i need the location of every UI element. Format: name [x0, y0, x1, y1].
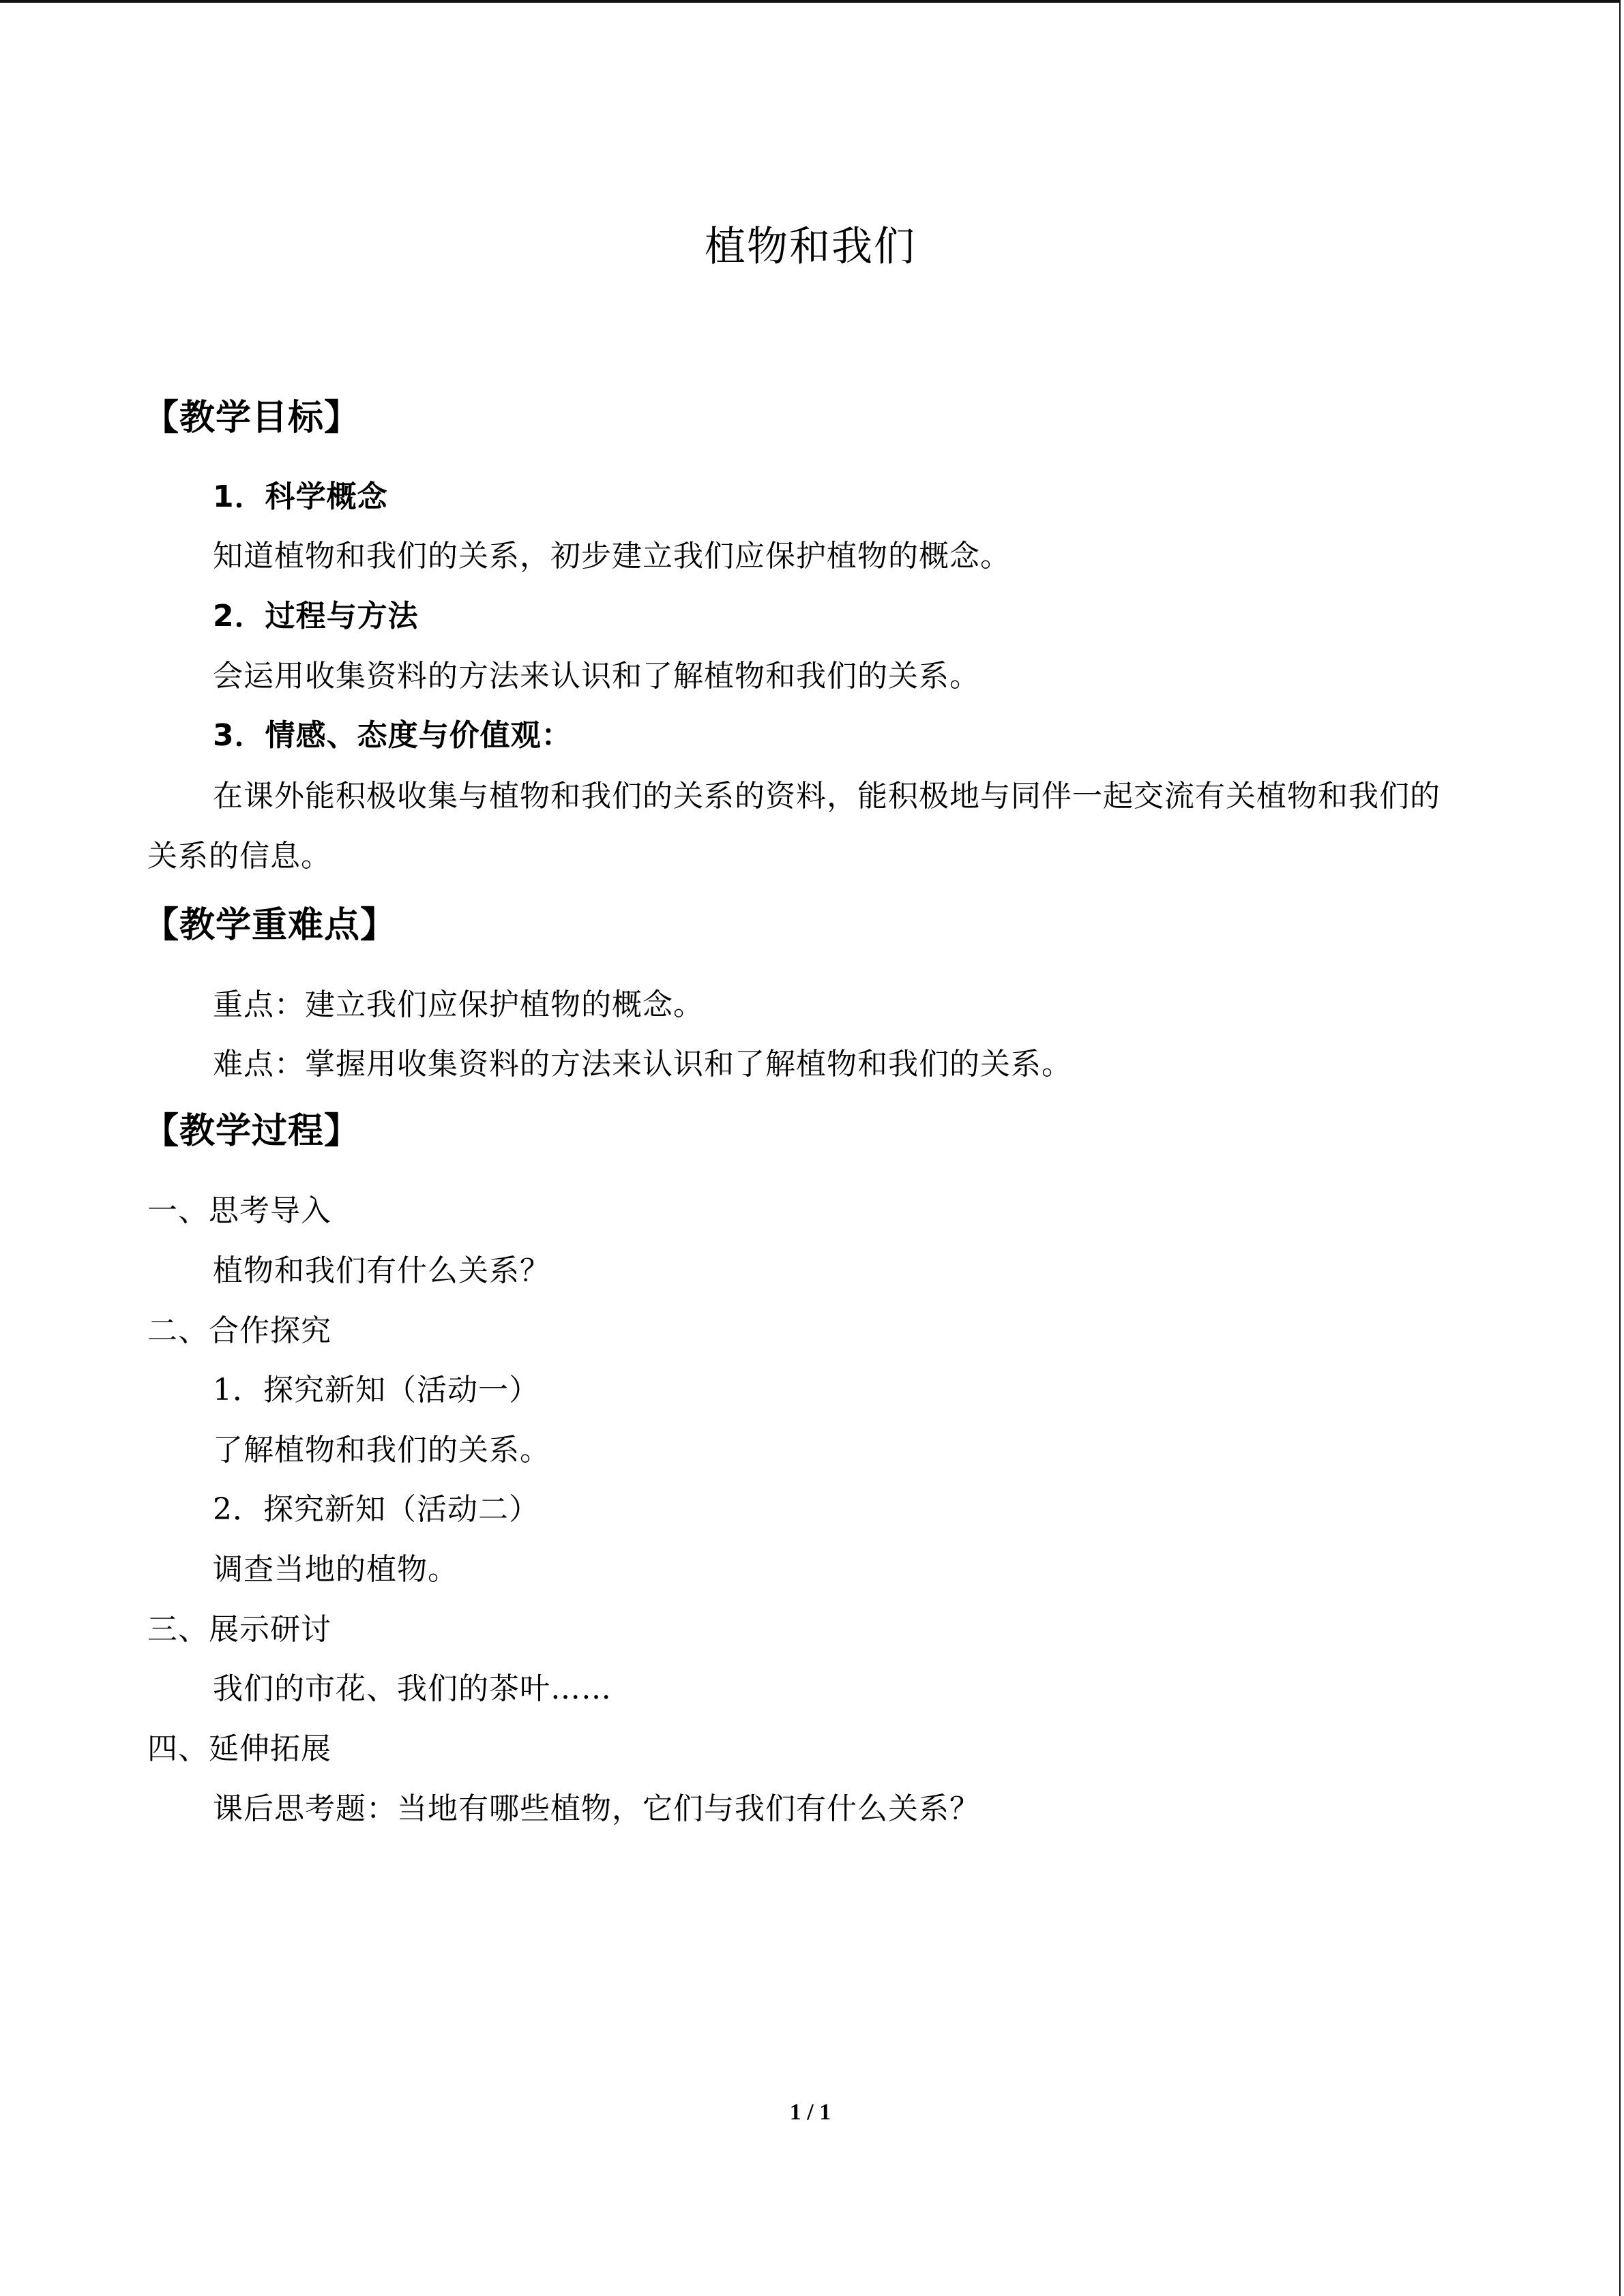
process-step-4-title: 四、延伸拓展 — [147, 1731, 331, 1766]
objective-text-3: 在课外能积极收集与植物和我们的关系的资料，能积极地与同伴一起交流有关植物和我们的关系的信息。 — [147, 779, 1441, 874]
process-step-1-line-1: 植物和我们有什么关系？ — [213, 1253, 550, 1288]
page-number: 1 / 1 — [789, 2100, 831, 2125]
process-step-4-line-1: 课后思考题：当地有哪些植物，它们与我们有什么关系？ — [213, 1791, 980, 1826]
section-heading-objectives: 【教学目标】 — [143, 398, 361, 438]
process-step-2-line-2: 了解植物和我们的关系。 — [213, 1433, 550, 1467]
process-step-2-title: 二、合作探究 — [147, 1313, 331, 1348]
key-point-difficult: 难点：掌握用收集资料的方法来认识和了解植物和我们的关系。 — [213, 1047, 1072, 1082]
process-step-2-line-3: 2．探究新知（活动二） — [213, 1492, 540, 1527]
objective-label-2: 2．过程与方法 — [213, 599, 419, 633]
objective-label-1: 1．科学概念 — [213, 479, 388, 514]
process-step-3-title: 三、展示研讨 — [147, 1612, 331, 1647]
key-point-important: 重点：建立我们应保护植物的概念。 — [213, 987, 704, 1022]
process-step-2-line-1: 1．探究新知（活动一） — [213, 1373, 540, 1407]
section-heading-key-points: 【教学重难点】 — [143, 905, 397, 946]
section-heading-process: 【教学过程】 — [143, 1111, 361, 1152]
process-step-1-title: 一、思考导入 — [147, 1193, 331, 1228]
objective-label-3: 3．情感、态度与价值观： — [213, 718, 572, 753]
document-title: 植物和我们 — [705, 223, 916, 271]
objective-text-2: 会运用收集资料的方法来认识和了解植物和我们的关系。 — [213, 659, 980, 694]
process-step-2-line-4: 调查当地的植物。 — [213, 1552, 458, 1587]
process-step-3-line-1: 我们的市花、我们的茶叶…… — [213, 1671, 612, 1706]
objective-text-1: 知道植物和我们的关系，初步建立我们应保护植物的概念。 — [213, 539, 1011, 573]
